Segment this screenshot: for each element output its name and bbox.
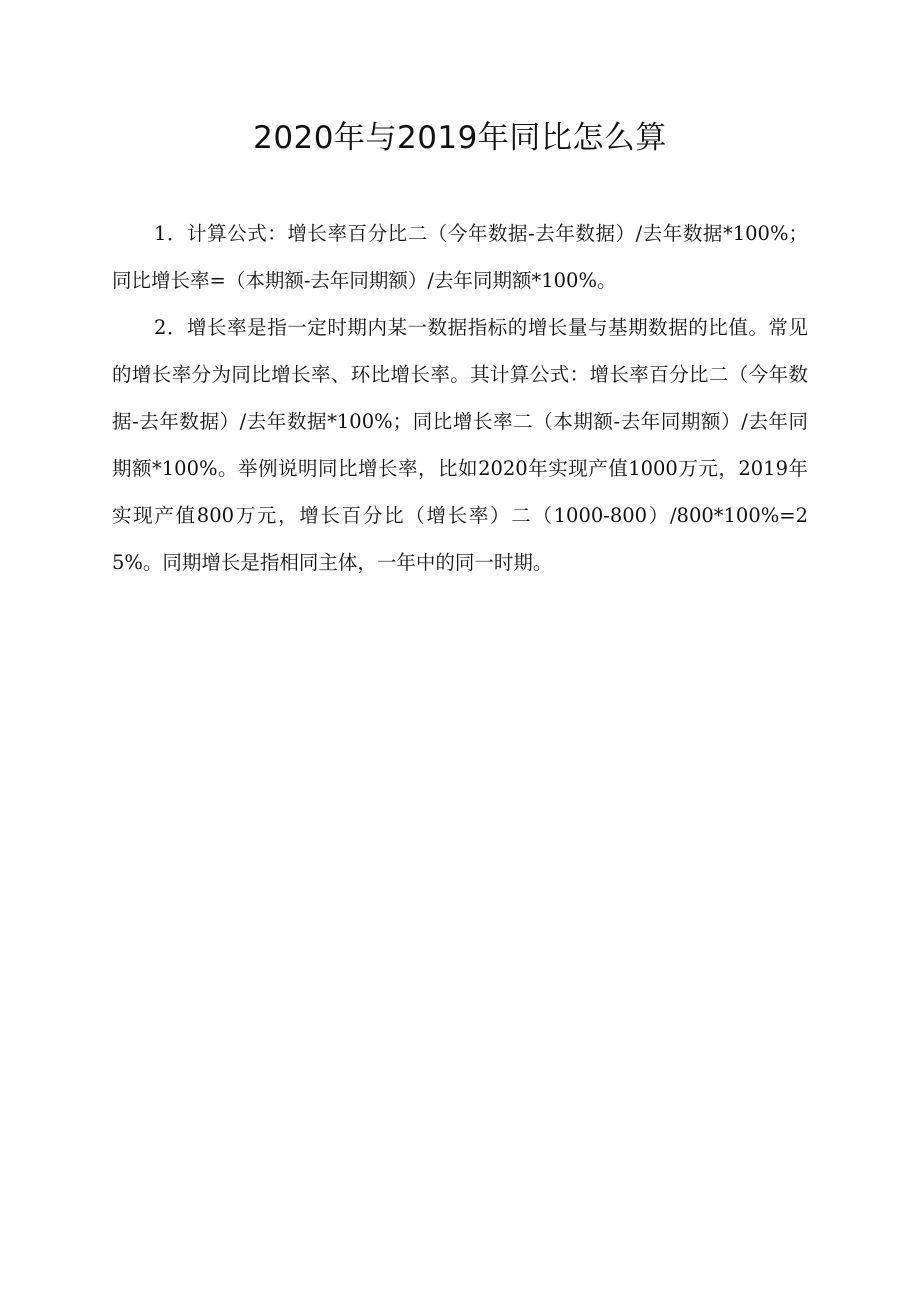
paragraph-formula: 1．计算公式：增长率百分比二（今年数据-去年数据）/去年数据*100%；同比增长率=（本期额-去年同期额）/去年同期额*100%。 bbox=[112, 222, 808, 292]
paragraph-explanation: 2．增长率是指一定时期内某一数据指标的增长量与基期数据的比值。常见的增长率分为同比增长率、环比增长率。其计算公式：增长率百分比二（今年数据-去年数据）/去年数据*100%；同比增长率二（本期额-去年同期额）/去年同期额*100%。举例说明同比增长率，比如2020年实现产值1000万元，2019年实现产值800万元，增长百分比（增长率）二（1000-800）/800*100%=25%。同期增长是指相同主体，一年中的同一时期。 bbox=[112, 316, 808, 574]
document-title: 2020年与2019年同比怎么算 bbox=[253, 120, 667, 156]
document-body bbox=[112, 210, 808, 586]
